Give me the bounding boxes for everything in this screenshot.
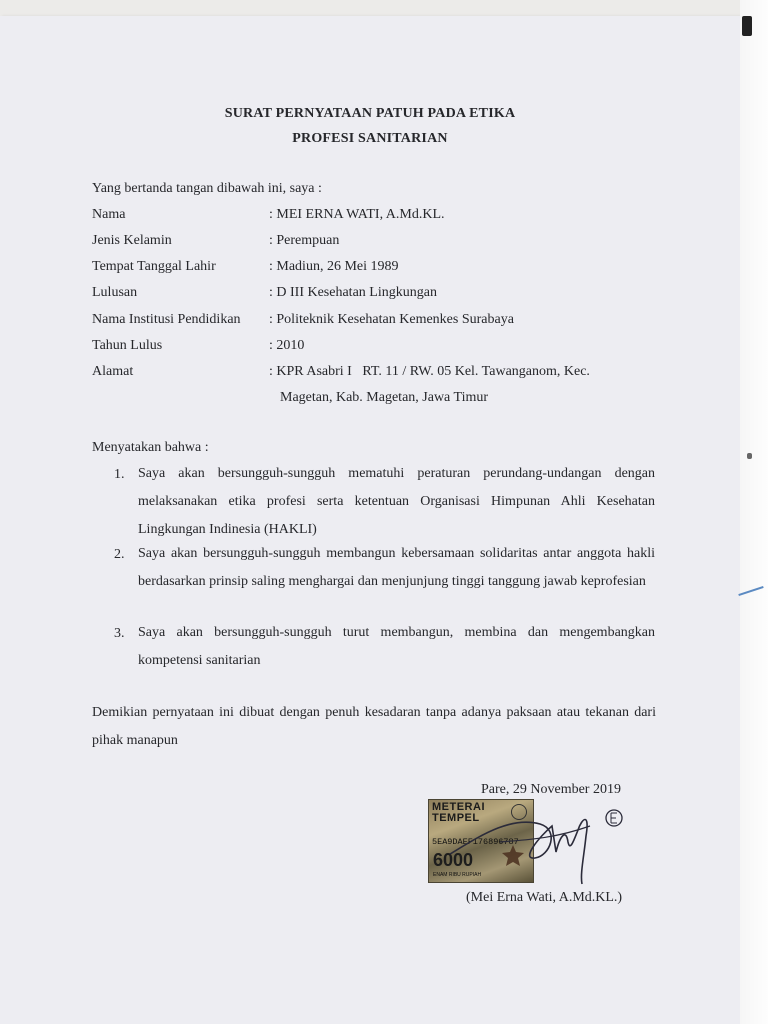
edge-mark [747,453,752,459]
list-item-number: 1. [114,467,125,482]
intro-text: Yang bertanda tangan dibawah ini, saya : [92,181,322,196]
place-date: Pare, 29 November 2019 [481,782,621,797]
field-label-institusi: Nama Institusi Pendidikan [92,312,241,327]
field-label-ttl: Tempat Tanggal Lahir [92,259,216,274]
field-label-tahun-lulus: Tahun Lulus [92,338,163,353]
field-value-alamat: : KPR Asabri I RT. 11 / RW. 05 Kel. Tawanganom, Kec. [269,364,590,379]
list-item-number: 2. [114,547,125,562]
signer-name: (Mei Erna Wati, A.Md.KL.) [466,890,623,905]
handwritten-signature [440,796,640,886]
field-value-institusi: : Politeknik Kesehatan Kemenkes Surabaya [269,312,514,327]
stamp-amount-words: ENAM RIBU RUPIAH [433,872,482,878]
field-label-nama: Nama [92,207,126,222]
stamp-heading: METERAI TEMPEL [432,801,485,824]
document-title: SURAT PERNYATAAN PATUH PADA ETIKA [224,106,516,121]
page-edge [740,0,768,1024]
field-value-ttl: : Madiun, 26 Mei 1989 [269,259,399,274]
list-item-text: Saya akan bersungguh-sungguh turut membangun, membina dan mengembangkan kompetensi sanitarian [138,625,655,668]
field-value-tahun-lulus: : 2010 [269,338,305,353]
list-item-text: Saya akan bersungguh-sungguh membangun kebersamaan solidaritas antar anggota hakli berdasarkan prinsip saling menghargai dan menjunjung tinggi tanggung jawab keprofesian [138,546,655,589]
closing-paragraph: Demikian pernyataan ini dibuat dengan penuh kesadaran tanpa adanya paksaan atau tekanan dari pihak manapun [92,705,656,748]
field-label-lulusan: Lulusan [92,285,138,300]
stamp-amount: 6000 [433,850,474,870]
field-value-lulusan: : D III Kesehatan Lingkungan [269,285,437,300]
stamp-serial: 5EA9DAEF176896787 [432,837,519,847]
field-value-alamat-cont: Magetan, Kab. Magetan, Jawa Timur [280,390,489,405]
list-item-text: Saya akan bersungguh-sungguh mematuhi peraturan perundang-undangan dengan melaksanakan etika profesi serta ketentuan Organisasi Himpunan Ahli Kesehatan Lingkungan Indinesia (HAKLI) [138,466,655,537]
field-label-alamat: Alamat [92,364,134,379]
field-label-jenis-kelamin: Jenis Kelamin [92,233,172,248]
binder-mark [742,16,752,36]
statement-intro: Menyatakan bahwa : [92,440,209,455]
field-value-nama: : MEI ERNA WATI, A.Md.KL. [269,207,445,222]
list-item-number: 3. [114,626,125,641]
field-value-jenis-kelamin: : Perempuan [269,233,340,248]
document-subtitle: PROFESI SANITARIAN [292,131,448,146]
